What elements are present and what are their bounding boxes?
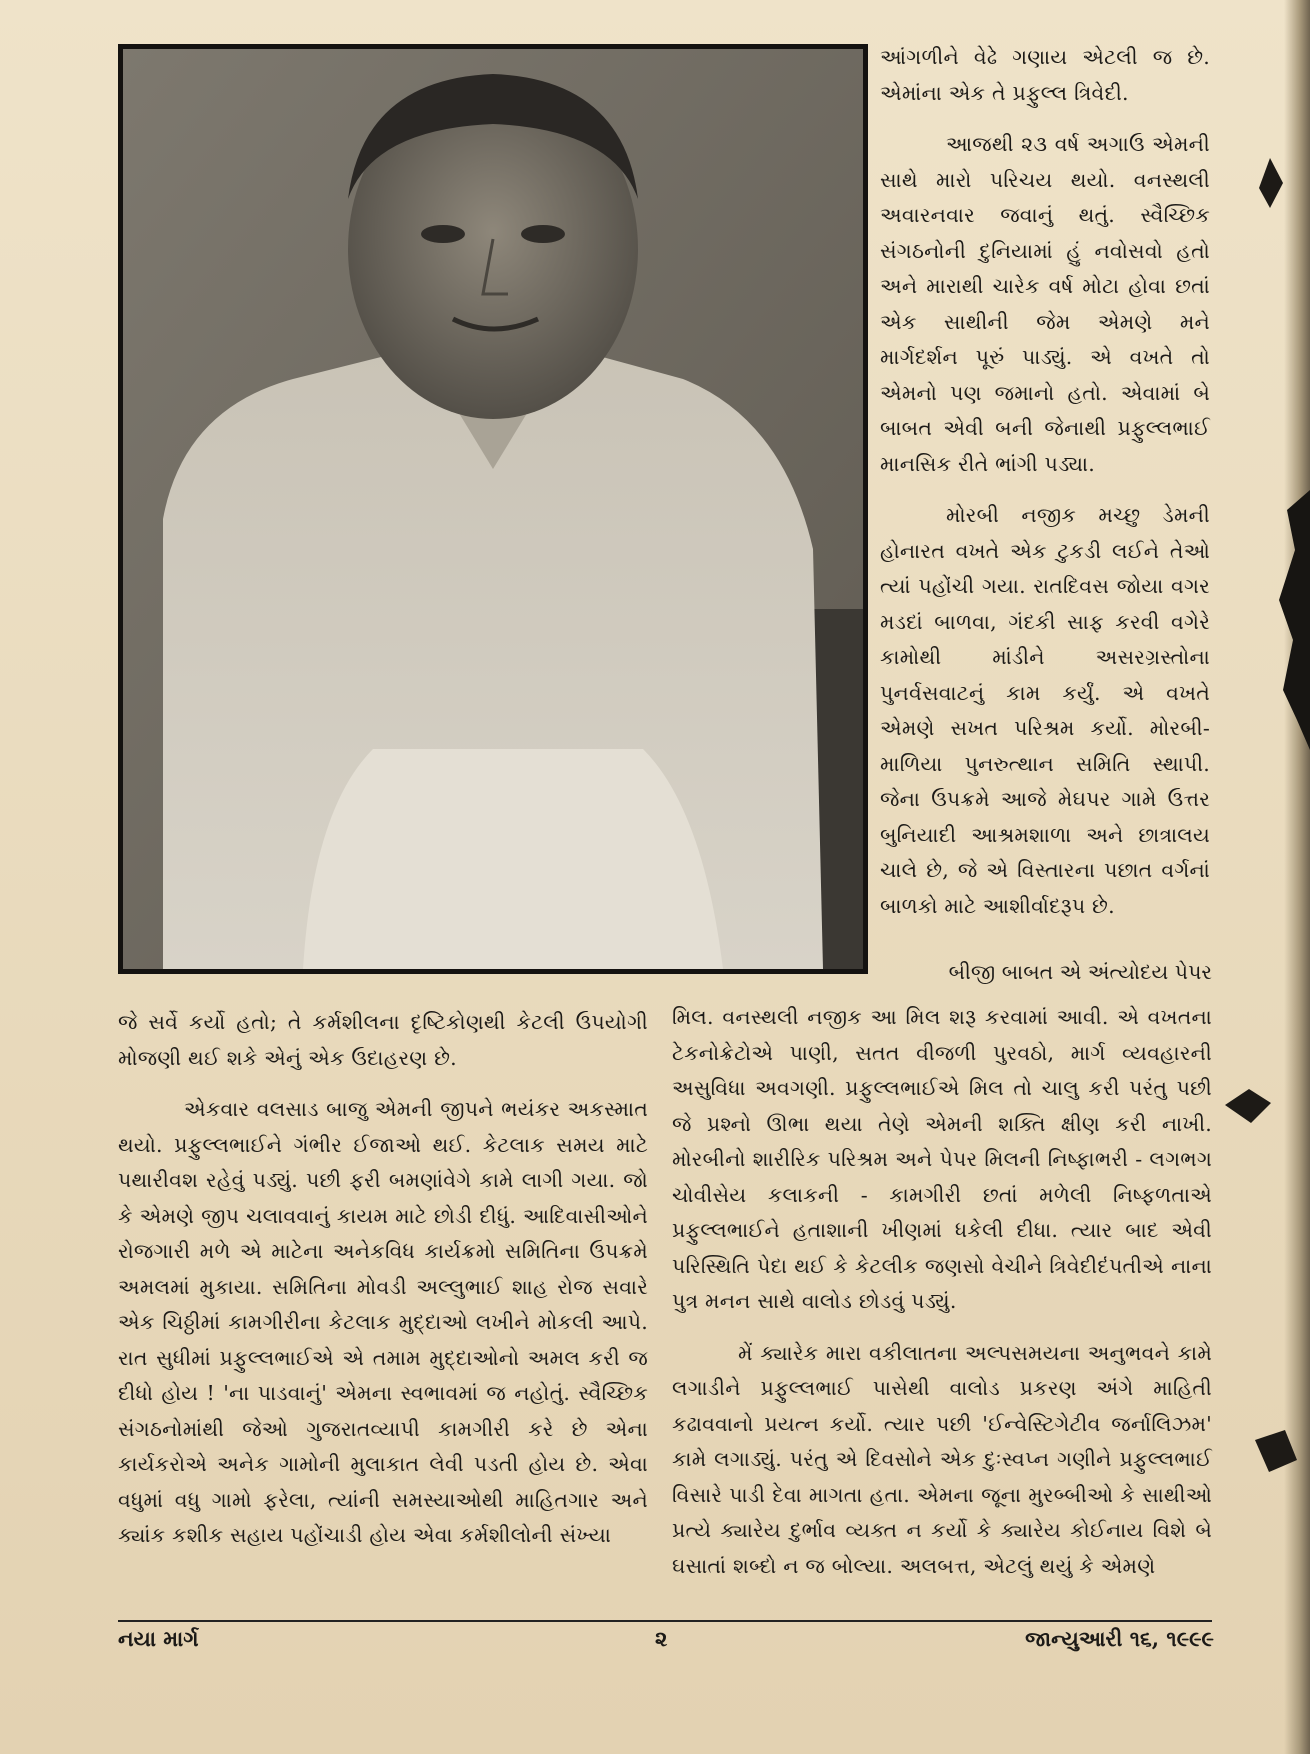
paper-tear-mark (1225, 1085, 1271, 1125)
page-edge-shadow (1284, 0, 1310, 1754)
paragraph: મોરબી નજીક મચ્છુ ડેમની હોનારત વખતે એક ટુકડી લઈને તેઓ ત્યાં પહોંચી ગયા. રાતદિવસ જોયા વગર મડદાં બાળવા, ગંદકી સાફ કરવી વગેરે કામોથી માંડીને અસરગ્રસ્તોના પુનર્વસવાટનું કામ કર્યું. એ વખતે એમણે સખત પરિશ્રમ કર્યો. મોરબી-માળિયા પુનરુત્થાન સમિતિ સ્થાપી. જેના ઉપક્રમે આજે મેઘપર ગામે ઉત્તર બુનિયાદી આશ્રમશાળા અને છાત્રાલય ચાલે છે, જે એ વિસ્તારના પછાત વર્ગનાં બાળકો માટે આશીર્વાદરૂપ છે. (880, 503, 1210, 918)
portrait-illustration (123, 49, 863, 969)
portrait-photo (118, 44, 868, 974)
right-column-top (880, 40, 1210, 924)
paper-torn-edge (1275, 490, 1310, 750)
paragraph: એકવાર વલસાડ બાજુ એમની જીપને ભયંકર અકસ્માત થયો. પ્રફુલ્લભાઈને ગંભીર ઈજાઓ થઈ. કેટલાક સમય માટે પથારીવશ રહેવું પડ્યું. પછી ફરી બમણાંવેગે કામે લાગી ગયા. જો કે એમણે જીપ ચલાવવાનું કાયમ માટે છોડી દીધું. આદિવાસીઓને રોજગારી મળે એ માટેના અનેકવિધ કાર્યક્રમો સમિતિના ઉપક્રમે અમલમાં મુકાયા. સમિતિના મોવડી અલ્લુભાઈ શાહ રોજ સવારે એક ચિઠ્ઠીમાં કામગીરીના કેટલાક મુદ્દાઓ લખીને મોકલી આપે. રાત સુધીમાં પ્રફુલ્લભાઈએ એ તમામ મુદ્દાઓનો અમલ કરી જ દીધો હોય ! 'ના પાડવાનું' એમના સ્વભાવમાં જ નહોતું. સ્વૈચ્છિક સંગઠનોમાંથી જેઓ ગુજરાતવ્યાપી કામગીરી કરે છે એના કાર્યકરોએ અનેક ગામોની મુલાકાત લેવી પડતી હોય છે. એવા વધુમાં વધુ ગામો ફરેલા, ત્યાંની સમસ્યાઓથી માહિતગાર અને ક્યાંક કશીક સહાય પહોંચાડી હોય એવા કર્મશીલોની સંખ્યા (118, 1097, 648, 1547)
left-column (118, 1005, 648, 1554)
paper-tear-mark (1255, 158, 1285, 208)
paragraph: મેં ક્યારેક મારા વકીલાતના અલ્પસમયના અનુભવને કામે લગાડીને પ્રફુલ્લભાઈ પાસેથી વાલોડ પ્રકરણ અંગે માહિતી કઢાવવાનો પ્રયત્ન કર્યો. ત્યાર પછી 'ઈન્વેસ્ટિગેટીવ જર્નાલિઝમ' કામે લગાડ્યું. પરંતુ એ દિવસોને એક દુઃસ્વપ્ન ગણીને પ્રફુલ્લભાઈ વિસારે પાડી દેવા માગતા હતા. એમના જૂના મુરબ્બીઓ કે સાથીઓ પ્રત્યે ક્યારેય દુર્ભાવ વ્યક્ત ન કર્યો કે ક્યારેય કોઈનાય વિશે બે ઘસાતાં શબ્દો ન જ બોલ્યા. અલબત્ત, એટલું થયું કે એમણે (672, 1340, 1212, 1578)
footer-date: જાન્યુઆરી ૧૬, ૧૯૯૯ (1025, 1626, 1214, 1651)
paragraph: આંગળીને વેઢે ગણાય એટલી જ છે. એમાંના એક તે પ્રફુલ્લ ત્રિવેદી. (880, 45, 1210, 105)
paper-tear-mark (1255, 1430, 1297, 1472)
right-column-tail-line: બીજી બાબત એ અંત્યોદય પેપર (948, 960, 1212, 984)
paragraph: મિલ. વનસ્થલી નજીક આ મિલ શરૂ કરવામાં આવી. એ વખતના ટેકનોક્રેટોએ પાણી, સતત વીજળી પુરવઠો, માર્ગ વ્યવહારની અસુવિધા અવગણી. પ્રફુલ્લભાઈએ મિલ તો ચાલુ કરી પરંતુ પછી જે પ્રશ્નો ઊભા થયા તેણે એમની શક્તિ ક્ષીણ કરી નાખી. મોરબીનો શારીરિક પરિશ્રમ અને પેપર મિલની નિષ્ફાભરી - લગભગ ચોવીસેય કલાકની - કામગીરી છતાં મળેલી નિષ્ફળતાએ પ્રફુલ્લભાઈને હતાશાની ખીણમાં ધકેલી દીધા. ત્યાર બાદ એવી પરિસ્થિતિ પેદા થઈ કે કેટલીક જણસો વેચીને ત્રિવેદીદંપતીએ નાના પુત્ર મનન સાથે વાલોડ છોડવું પડ્યું. (672, 1005, 1212, 1313)
paragraph: આજથી ૨૩ વર્ષ અગાઉ એમની સાથે મારો પરિચય થયો. વનસ્થલી અવારનવાર જવાનું થતું. સ્વૈચ્છિક સંગઠનોની દુનિયામાં હું નવોસવો હતો અને મારાથી ચારેક વર્ષ મોટા હોવા છતાં એક સાથીની જેમ એમણે મને માર્ગદર્શન પૂરું પાડ્યું. એ વખતે તો એમનો પણ જમાનો હતો. એવામાં બે બાબત એવી બની જેનાથી પ્રફુલ્લભાઈ માનસિક રીતે ભાંગી પડ્યા. (880, 132, 1210, 476)
right-column-bottom (672, 1000, 1212, 1584)
paragraph: જે સર્વે કર્યો હતો; તે કર્મશીલના દૃષ્ટિકોણથી કેટલી ઉપયોગી મોજણી થઈ શકે એનું એક ઉદાહરણ છે. (118, 1010, 648, 1070)
footer-rule (118, 1620, 1212, 1622)
footer-publication: નયા માર્ગ (118, 1626, 199, 1651)
footer-page-number: ૨ (655, 1626, 668, 1651)
